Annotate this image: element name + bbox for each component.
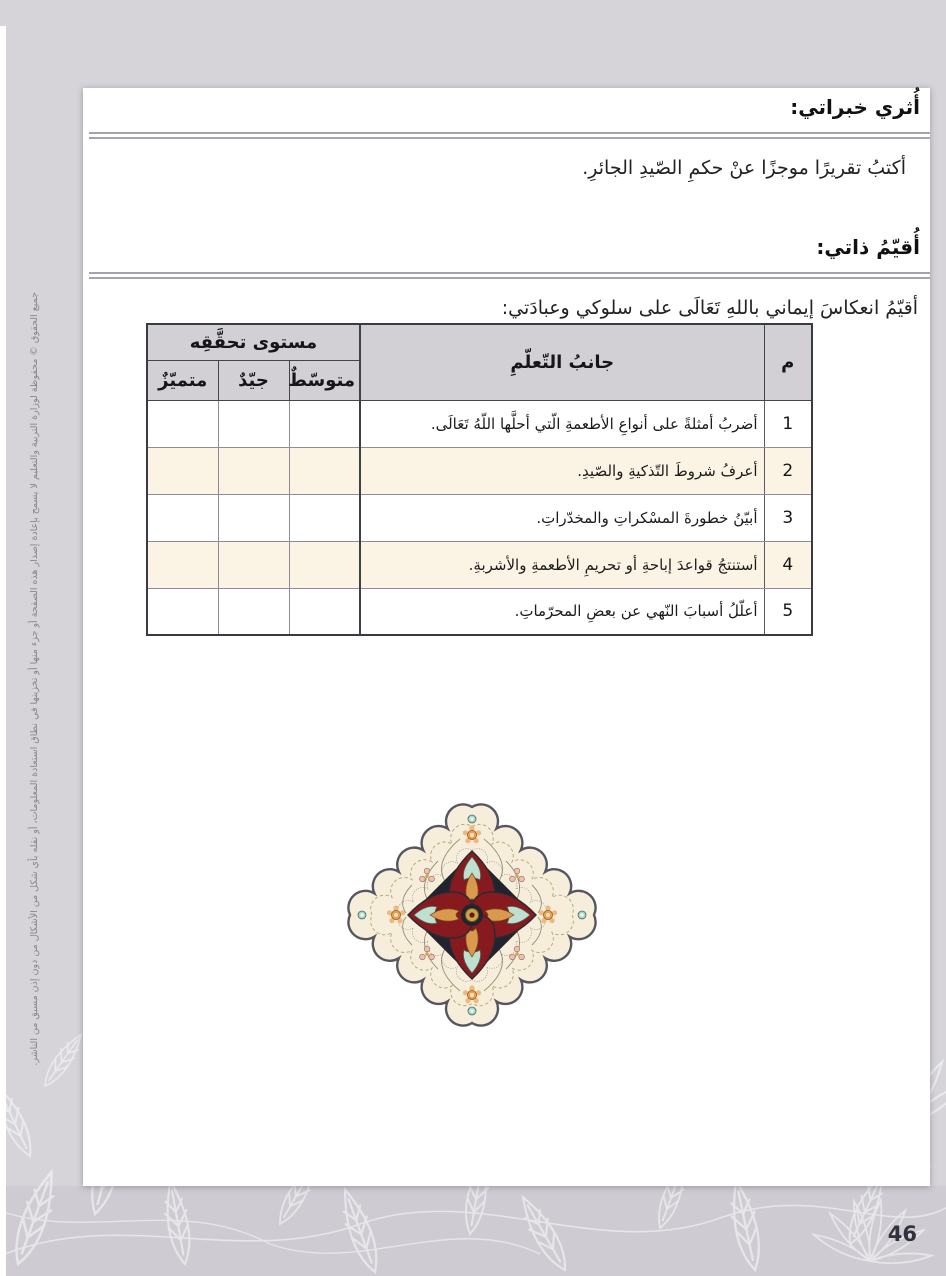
row-number: 2 <box>764 447 812 494</box>
column-header-learning-aspect: جانبُ التّعلّمِ <box>360 324 764 400</box>
level-answer-cell <box>218 447 289 494</box>
level-answer-cell <box>218 400 289 447</box>
level-answer-cell <box>147 400 218 447</box>
section-divider-rule <box>89 272 930 279</box>
learning-aspect-cell: أعرفُ شروطَ التّذكيةِ والصّيدِ. <box>360 447 764 494</box>
table-row <box>147 541 812 588</box>
learning-aspect-cell: أبيّنُ خطورةَ المسْكراتِ والمخدّراتِ. <box>360 494 764 541</box>
column-header-excellent: متميّزٌ <box>147 360 218 400</box>
learning-aspect-cell: أعلّلُ أسبابَ النّهي عن بعضِ المحرّماتِ. <box>360 588 764 635</box>
table-row <box>147 588 812 635</box>
page-number: 46 <box>887 1222 917 1246</box>
self-assessment-table <box>146 323 813 636</box>
row-number: 1 <box>764 400 812 447</box>
table-row <box>147 447 812 494</box>
row-number: 5 <box>764 588 812 635</box>
level-answer-cell <box>289 447 360 494</box>
self-assess-section-heading: أُقيّمُ ذاتي: <box>816 235 920 259</box>
row-number: 4 <box>764 541 812 588</box>
self-assess-intro-text: أقيّمُ انعكاسَ إيماني باللهِ تَعَالَى على سلوكي وعبادَتي: <box>501 297 918 319</box>
copyright-text: جميع الحقوق © محفوظة لوزارة التربية والتعليم لا يسمح بإعادة إصدار هذه الصفحة أو جزء منها أو تخزينها في نطاق استعادة المعلومات، أو نقله بأي شكل من الأشكال من دون إذن مسبق من الناشر. <box>29 292 40 1066</box>
level-answer-cell <box>289 494 360 541</box>
learning-aspect-cell: أستنتجُ قواعدَ إباحةِ أو تحريمِ الأطعمةِ والأشربةِ. <box>360 541 764 588</box>
level-answer-cell <box>289 541 360 588</box>
arabesque-medallion-icon <box>342 799 602 1031</box>
level-answer-cell <box>218 588 289 635</box>
section-divider-rule <box>89 132 930 139</box>
enrich-task-text: أكتبُ تقريرًا موجزًا عنْ حكمِ الصّيدِ الجائرِ. <box>582 157 906 179</box>
table-row <box>147 400 812 447</box>
left-edge-strip <box>0 26 6 1276</box>
level-answer-cell <box>147 588 218 635</box>
learning-aspect-cell: أضربُ أمثلةً على أنواعِ الأطعمةِ الّتي أحلَّها اللّهُ تَعَالَى. <box>360 400 764 447</box>
level-answer-cell <box>147 541 218 588</box>
level-answer-cell <box>147 494 218 541</box>
level-answer-cell <box>218 541 289 588</box>
row-number: 3 <box>764 494 812 541</box>
enrich-section-heading: أُثري خبراتي: <box>790 95 920 119</box>
column-header-good: جيّدٌ <box>218 360 289 400</box>
book-page <box>83 88 930 1186</box>
level-answer-cell <box>289 588 360 635</box>
level-answer-cell <box>218 494 289 541</box>
copyright-sidebar <box>28 292 42 1066</box>
level-answer-cell <box>147 447 218 494</box>
table-row <box>147 494 812 541</box>
column-header-number: م <box>764 324 812 400</box>
level-answer-cell <box>289 400 360 447</box>
column-header-average: متوسّطٌ <box>289 360 360 400</box>
column-header-achievement-level: مستوى تحقَّقِه <box>147 324 360 360</box>
